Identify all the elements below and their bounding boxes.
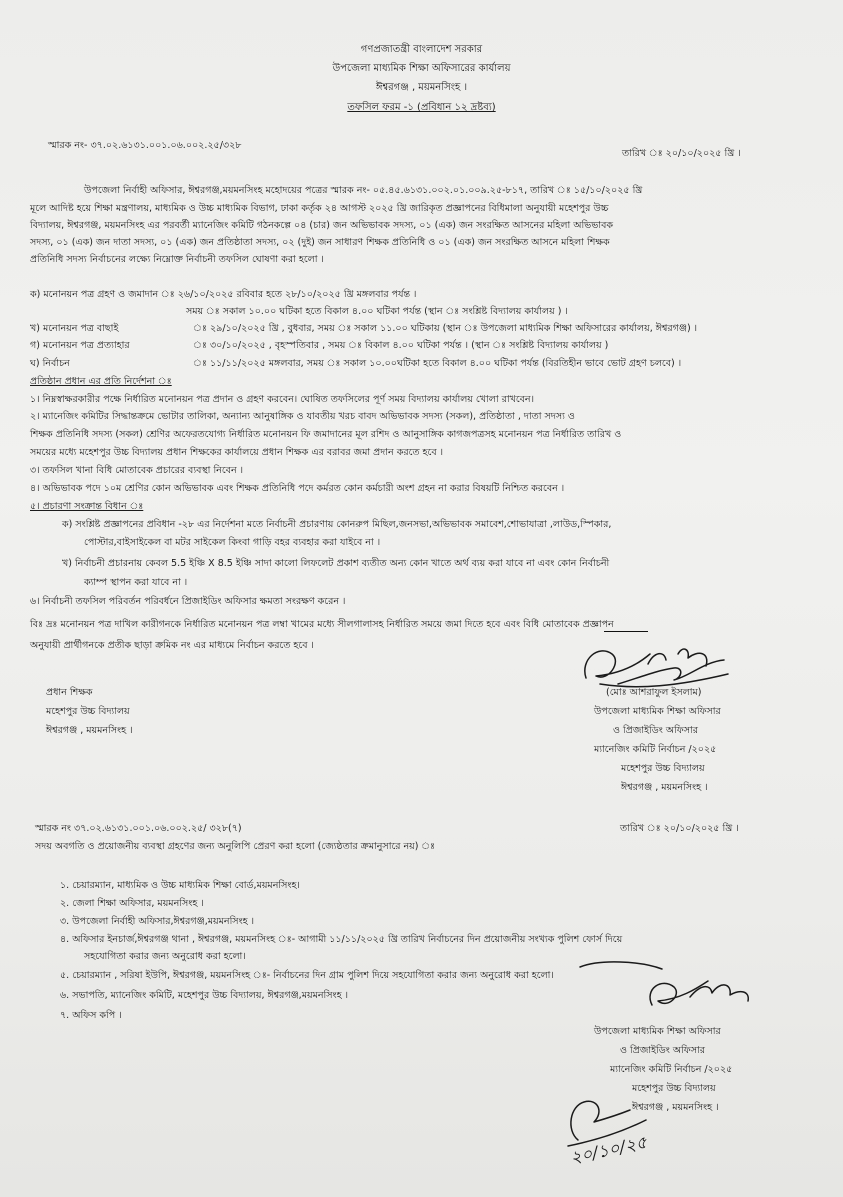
- note-line-2: অনুযায়ী প্রার্থীগনকে প্রতীক ছাড়া ক্রমিক নং এর মাধ্যমে নির্বাচন করতে হবে ।: [30, 640, 314, 651]
- signatory2-line-5: ঈশ্বরগঞ্জ , ময়মনসিংহ ।: [632, 1102, 719, 1113]
- copy-2: ২. জেলা শিক্ষা অফিসার, ময়মনসিংহ ।: [60, 898, 204, 909]
- copy-3: ৩. উপজেলা নির্বাহী অফিসার,ঈশ্বরগঞ্জ,ময়মনসিংহ ।: [60, 916, 255, 927]
- copy-4-line-1: ৪. অফিসার ইনচার্জ,ঈশ্বরগঞ্জ থানা , ঈশ্বরগঞ্জ, ময়মনসিংহ ঃ- আগামী ১১/১১/২০২৫ খ্রি তারিখ নির্বাচনের দিন প্রয়োজনীয় সংখ্যক পুলিশ ফোর্স দিয়ে: [60, 934, 623, 945]
- form-title: তফসিল ফরম -১ (প্রবিধান ১২ দ্রষ্টব্য): [347, 102, 496, 113]
- handwritten-date: ২০/১০/২৫: [568, 1132, 649, 1169]
- directive-6: ৬। নির্বাচনী তফসিল পরিবর্তন পরিবর্ধনে প্রিজাইডিং অফিসার ক্ষমতা সংরক্ষণ করেন ।: [30, 596, 346, 607]
- signatory-line-1: উপজেলা মাধ্যমিক শিক্ষা অফিসার: [594, 706, 721, 717]
- note-line-1: বিঃ দ্রঃ মনোনয়ন পত্র দাখিল কারীগনকে নির্ধারিত মনোনয়ন পত্র লম্বা খামের মধ্যে সীলগালাসহ নির্ধারিত সময়ে জমা দিতে হবে এবং বিধি মোতাবেক প্রজ্ঞাপন: [30, 619, 614, 630]
- office-location: ঈশ্বরগঞ্জ , ময়মনসিংহ ।: [375, 82, 468, 93]
- schedule-kha-label: খ) মনোনয়ন পত্র বাছাই: [30, 323, 119, 334]
- directive-2-line-3: সময়ের মধ্যে মহেশপুর উচ্চ বিদ্যালয় প্রধান শিক্ষকের কার্যালয়ে প্রধান শিক্ষক এর বরাবর জমা প্রদান করতে হবে ।: [30, 447, 444, 458]
- copy-4-line-2: সহযোগিতা করার জন্য অনুরোধ করা হলো।: [84, 951, 246, 962]
- memo-number: স্মারক নং- ৩৭.০২.৬১৩১.০০১.০৬.০০২.২৫/৩২৮: [48, 140, 242, 151]
- memo2-date: তারিখ ঃ ২০/১০/২০২৫ খ্রি ।: [620, 823, 739, 834]
- directive-5a-line-1: ক) সংশ্লিষ্ট প্রজ্ঞাপনের প্রবিধান -২৮ এর নির্দেশনা মতে নির্বাচনী প্রচারণায় কোনরুপ মিছিল,জনসভা,অভিভাবক সমাবেশ,শোভাযাত্রা ,লাউড,স্পিকার,: [62, 519, 612, 530]
- intro-line-1: উপজেলা নির্বাহী অফিসার, ঈশ্বরগঞ্জ,ময়মনসিংহ মহোদয়ের পত্রের স্মারক নং- ০৫.৪৫.৬১৩১.০০২.০১.০০৯.২৫-৮১৭, তারিখ ঃ ১৫/১০/২০২৫ খ্রি: [84, 185, 643, 196]
- memo2-number: স্মারক নং ৩৭.০২.৬১৩১.০০১.০৬.০০২.২৫/ ৩২৮(৭): [35, 823, 242, 834]
- signatory-line-2: ও প্রিজাইডিং অফিসার: [613, 725, 698, 736]
- copy-1: ১. চেয়ারম্যান, মাধ্যমিক ও উচ্চ মাধ্যমিক শিক্ষা বোর্ড,ময়মনসিংহ।: [60, 880, 300, 891]
- signatory2-line-2: ও প্রিজাইডিং অফিসার: [620, 1045, 705, 1056]
- signatory2-line-3: ম্যানেজিং কমিটি নির্বাচন /২০২৫: [610, 1064, 733, 1075]
- schedule-gha-label: ঘ) নির্বাচন: [30, 358, 70, 369]
- schedule-kha: ঃ ২৯/১০/২০২৫ খ্রি , বুধবার, সময় ঃ সকাল ১১.০০ ঘটিকায় (স্থান ঃ উপজেলা মাধ্যমিক শিক্ষা অফিসারের কার্যালয়, ঈশ্বরগঞ্জ) ।: [193, 323, 698, 334]
- directives-heading: প্রতিষ্ঠান প্রধান এর প্রতি নির্দেশনা ঃ: [30, 376, 172, 387]
- directive-2-line-2: শিক্ষক প্রতিনিধি সদস্য (সকল) শ্রেণির অফেরতযোগ্য নির্ধারিত মনোনয়ন ফি জমাদানের মূল রশিদ ও আনুসাঙ্গিক কাগজপত্রসহ মনোনয়ন পত্র নির্ধারিত তারিখ ও: [30, 429, 622, 440]
- strike-mark: [604, 631, 648, 632]
- directive-2-line-1: ২। ম্যানেজিং কমিটির সিদ্ধান্তক্রমে ভোটার তালিকা, অন্যান্য আনুষাঙ্গিক ও যাবতীয় খরচ বাবদ অভিভাবক সদস্য (সকল), প্রতিষ্ঠাতা , দাতা সদস্য ও: [30, 411, 575, 422]
- memo2-intro: সদয় অবগতি ও প্রয়োজনীয় ব্যবস্থা গ্রহণের জন্য অনুলিপি প্রেরণ করা হলো (জ্যেষ্ঠতার ক্রমানুসারে নয়) ঃ: [35, 841, 436, 852]
- signatory-line-3: ম্যানেজিং কমিটি নির্বাচন /২০২৫: [594, 744, 717, 755]
- schedule-gha: ঃ ১১/১১/২০২৫ মঙ্গলবার, সময় ঃ সকাল ১০.০০ঘটিকা হতে বিকাল ৪.০০ ঘটিকা পর্যন্ত (বিরতিহীন ভাবে ভোট গ্রহণ চলবে) ।: [193, 358, 682, 369]
- memo-date: তারিখ ঃ ২০/১০/২০২৫ খ্রি ।: [622, 148, 741, 159]
- intro-line-2: মূলে আদিষ্ট হয়ে শিক্ষা মন্ত্রণালয়, মাধ্যমিক ও উচ্চ মাধ্যমিক বিভাগ, ঢাকা কর্তৃক ২৪ আগস্ট ২০২৫ খ্রি জারিকৃত প্রজ্ঞাপনের বিধিমালা অনুযায়ী মহেশপুর উচ্চ: [30, 203, 609, 214]
- directive-5-heading: ৫। প্রচারণা সংক্রান্ত বিধান ঃ: [30, 501, 144, 512]
- directive-5b-line-1: খ) নির্বাচনী প্রচারনায় কেবল 5.5 ইঞ্চি X 8.5 ইঞ্চি সাদা কালো লিফলেট প্রকাশ ব্যতীত অন্য কোন খাতে অর্থ ব্যয় করা যাবে না এবং কোন নির্বাচনী: [62, 558, 610, 569]
- recipient-line-2: মহেশপুর উচ্চ বিদ্যালয়: [46, 706, 130, 717]
- signatory-line-5: ঈশ্বরগঞ্জ , ময়মনসিংহ ।: [621, 782, 708, 793]
- directive-4: ৪। অভিভাবক পদে ১০ম শ্রেণির কোন অভিভাবক এবং শিক্ষক প্রতিনিধি পদে কর্মরত কোন কর্মচারী অংশ গ্রহন না করার বিষয়টি নিশ্চিত করবেন ।: [30, 483, 565, 494]
- schedule-ka-time: সময় ঃ সকাল ১০.০০ ঘটিকা হতে বিকাল ৪.০০ ঘটিকা পর্যন্ত (স্থান ঃ সংশ্লিষ্ট বিদ্যালয় কার্যালয় ) ।: [186, 306, 568, 317]
- directive-3: ৩। তফসিল খানা বিধি মোতাবেক প্রচারের ব্যবস্থা নিবেন ।: [30, 465, 244, 476]
- directive-1: ১। নিম্নস্বাক্ষরকারীর পক্ষে নির্ধারিত মনোনয়ন পত্র প্রদান ও গ্রহণ করবেন। ঘোষিত তফসিলের পূর্ণ সময় বিদ্যালয় কার্যালয় খোলা রাখবেন।: [30, 394, 534, 405]
- copy-7: ৭. অফিস কপি ।: [60, 1010, 122, 1021]
- signatory2-line-4: মহেশপুর উচ্চ বিদ্যালয়: [632, 1083, 716, 1094]
- schedule-ka: ক) মনোনয়ন পত্র গ্রহণ ও জমাদান ঃ ২৬/১০/২০২৫ রবিবার হতে ২৮/১০/২০২৫ খ্রি মঙ্গলবার পর্যন্ত ।: [30, 289, 417, 300]
- schedule-ga: ঃ ৩০/১০/২০২৫ , বৃহস্পতিবার , সময় ঃ বিকাল ৪.০০ ঘটিকা পর্যন্ত । (স্থান ঃ সংশ্লিষ্ট বিদ্যালয় কার্যালয় ): [193, 340, 609, 351]
- office-title: উপজেলা মাধ্যমিক শিক্ষা অফিসারের কার্যালয়: [332, 63, 511, 74]
- signatory2-line-1: উপজেলা মাধ্যমিক শিক্ষা অফিসার: [594, 1026, 721, 1037]
- signature-2: [570, 955, 770, 1025]
- directive-5b-line-2: ক্যাম্প স্থাপন করা যাবে না ।: [84, 577, 188, 588]
- copy-5: ৫. চেয়ারম্যান , সরিষা ইউপি, ঈশ্বরগঞ্জ, ময়মনসিংহ ঃ- নির্বাচনের দিন গ্রাম পুলিশ দিয়ে সহযোগিতা করার জন্য অনুরোধ করা হলো।: [60, 970, 554, 981]
- intro-line-4: সদস্য, ০১ (এক) জন দাতা সদস্য, ০১ (এক) জন প্রতিষ্ঠাতা সদস্য, ০২ (দুই) জন সাধারণ শিক্ষক প্রতিনিধি ও ০১ (এক) জন সংরক্ষিত আসনে মহিলা শিক্ষক: [30, 237, 610, 248]
- govt-title: গণপ্রজাতন্ত্রী বাংলাদেশ সরকার: [360, 44, 483, 55]
- schedule-ga-label: গ) মনোনয়ন পত্র প্রত্যাহার: [30, 340, 130, 351]
- signatory-name: (মোঃ আশরাফুল ইসলাম): [606, 687, 702, 698]
- recipient-line-3: ঈশ্বরগঞ্জ , ময়মনসিংহ ।: [46, 725, 133, 736]
- intro-line-3: বিদ্যালয়, ঈশ্বরগঞ্জ, ময়মনসিংহ এর পরবর্তী ম্যানেজিং কমিটি গঠনকল্পে ০৪ (চার) জন অভিভাবক সদস্য, ০১ (এক) জন সংরক্ষিত আসনের মহিলা অভিভাবক: [30, 220, 614, 231]
- signatory-line-4: মহেশপুর উচ্চ বিদ্যালয়: [621, 763, 705, 774]
- intro-line-5: প্রতিনিধি সদস্য নির্বাচনের লক্ষ্যে নিম্নোক্ত নির্বাচনী তফসিল ঘোষণা করা হলো ।: [30, 254, 324, 265]
- copy-6: ৬. সভাপতি, ম্যানেজিং কমিটি, মহেশপুর উচ্চ বিদ্যালয়, ঈশ্বরগঞ্জ,ময়মনসিংহ ।: [60, 990, 349, 1001]
- directive-5a-line-2: পোস্টার,বাইসাইকেল বা মটর সাইকেল কিংবা গাড়ি বহর ব্যবহার করা যাইবে না ।: [84, 537, 381, 548]
- recipient-line-1: প্রধান শিক্ষক: [46, 687, 93, 698]
